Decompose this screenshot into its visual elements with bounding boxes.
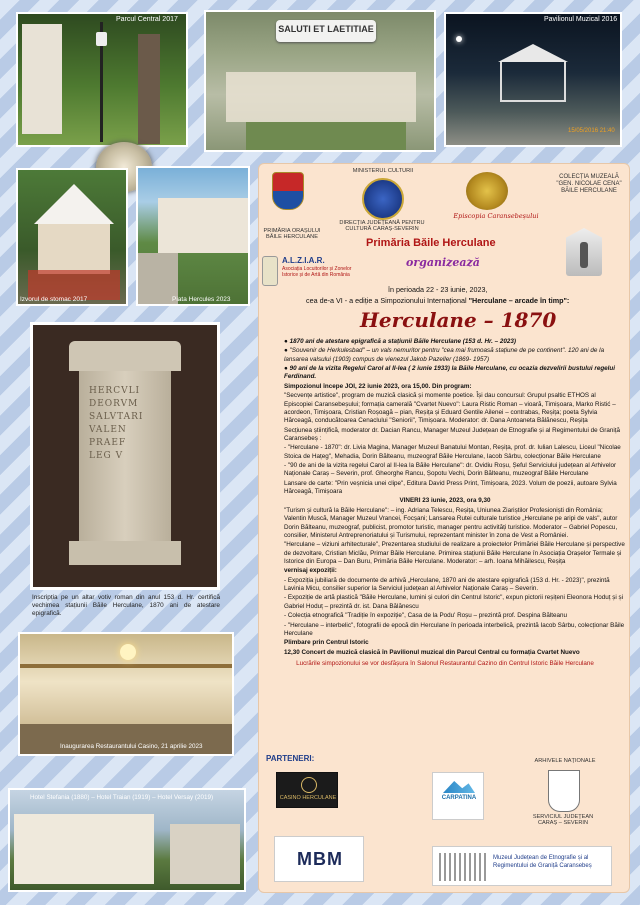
caption-hotels: Hotel Stefania (1880) – Hotel Traian (1919) – Hotel Versay (2019) (30, 794, 214, 801)
caption-piata: Piata Hercules 2023 (172, 296, 231, 303)
photo-hotels (8, 788, 246, 892)
izvor-body (38, 224, 110, 274)
saluti-text: SALUTI ET LAETITIAE (278, 24, 374, 34)
statue-figure (580, 242, 588, 268)
caption-pavilionul-stamp: 15/05/2016 21:40 (568, 128, 615, 134)
carpatina-logo (432, 772, 484, 820)
casino-cornice (20, 664, 234, 668)
caption-altar: Inscripția pe un altar votiv roman din anul 153 d. Hr. certifică vechimea stațiunii Băile Herculane, 1870 ani de atestare epigrafică. (32, 594, 220, 617)
photo-parcul-central (16, 12, 188, 147)
program-item: Plimbare prin Centrul Istoric (284, 639, 369, 647)
arhivele-logo (548, 770, 580, 812)
bullet-text: 1870 ani de atestare epigrafică a stațiunii Băile Herculane (153 d. Hr. – 2023) (289, 338, 517, 345)
bullet-text: 90 ani de la vizita Regelui Carol al II-lea ( 2 iunie 1933) la Băile Herculane, cu ocazia dezvelirii bustului regelui Ferdinand. (284, 365, 616, 381)
altar-top (69, 341, 181, 371)
bullet-item: ● "Souvenir de Herkulesbad" – un vals nemuritor pentru "cea mai frumoasă stațiune de pe continent". 120 ani de la lansarea valsului (1903) compus de vienezul Jakob Pazeller (1869- 1957) (284, 347, 605, 363)
carpatina-text: CARPATINA (441, 795, 477, 801)
primaria-orasului-label: PRIMĂRIA ORAȘULUI BĂILE HERCULANE (263, 228, 321, 241)
park-area (246, 122, 406, 150)
mbm-logo (274, 836, 364, 882)
muzeul-text: Muzeul Județean de Etnografie și al Regimentului de Graniță Caransebeș (493, 855, 592, 869)
bullet-text: "Souvenir de Herkulesbad" – un vals nemuritor pentru "cea mai frumoasă stațiune de pe continent". 120 ani de la lansarea valsului (1903) compus de vienezul Jakob Pazeller (1869- 1957) (284, 347, 605, 363)
casino-logo-text: CASINO HERCULANE (279, 795, 337, 801)
program-item: - Expoziția jubiliară de documente de arhivă „Herculane, 1870 ani de atestare epigrafică (153 d. Hr. - 2023)", prezintă Lavinia Micu, consilier superior la Serviciul județean al Arhivelor Naționale Caraș – Severin. (284, 576, 610, 593)
building-shape (22, 24, 62, 134)
caption-izvorul: Izvorul de stomac 2017 (20, 296, 88, 303)
alziar-logo (262, 256, 278, 286)
editia-line (306, 296, 569, 305)
partners-heading: PARTENERI: (266, 754, 315, 763)
muzeul-caransebes-logo (432, 846, 612, 886)
vineri-heading: VINERI 23 iunie, 2023, ora 9,30 (399, 497, 491, 505)
episcopia-label: Episcopia Caransebeșului (453, 212, 539, 220)
casino-emblem (301, 777, 317, 793)
program-item: - Expoziție de artă plastică "Băile Herculane, lumini și culori din Centrul Istoric", expun pictorii reșițeni Eleonora Hoduț și și Gabriel Hoduț – prezintă dr. ist. Dana Bălănescu (284, 594, 624, 610)
program-item: - "Herculane - 1870": dr. Livia Magina, Manager Muzeul Banatului Montan, Reșița, prof. dr. Iulian Lalescu, Liceul "Nicolae Stoica de Hațeg", Mehadia, Dorin Bălteanu, muzeograf Băile Herculane, Iacob Sârbu, colecționar Băile Herculane (284, 444, 621, 460)
program-item: Secțiunea științifică, moderator dr. Dacian Rancu, Manager Muzeul Județean de Etnografie și al Regimentului de Graniță Caransebeș : (284, 426, 621, 442)
alziar-sub: Asociația Locuitorilor și Zonelor Istorice și de Artă din România (282, 266, 352, 278)
editia-prefix: cea de-a VI - a ediție a Simpozionului Internațional (306, 296, 469, 305)
izvor-roof (34, 184, 114, 224)
joi-heading: Simpozionul începe JOI, 22 iunie 2023, ora 15,00. Din program: (284, 382, 472, 390)
chandelier (120, 644, 136, 660)
program-body (264, 338, 626, 669)
bullet-item: ● 90 ani de la vizita Regelui Carol al II-lea ( 2 iunie 1933) la Băile Herculane, cu ocazia dezvelirii bustului regelui Ferdinand. (284, 365, 616, 381)
photo-pavilionul (444, 12, 622, 147)
caption-pavilionul: Pavilionul Muzical 2016 (544, 16, 618, 23)
casino-herculane-logo (276, 772, 338, 808)
serviciul-label: SERVICIUL JUDEȚEAN CARAȘ – SEVERIN (532, 814, 594, 827)
ministerul-label: MINISTERUL CULTURII (352, 168, 414, 174)
program-item: Lansare de carte: "Prin veșnicia unei clipe", Editura David Press Print, Timișoara, 2023. Volum de poezii, autoare Sylvia Hărceagă, Timișoara (284, 479, 617, 496)
alziar-title: A.L.Z.I.A.R. (282, 256, 325, 265)
inscription-line: DEORVM (89, 399, 139, 410)
primaria-title: Primăria Băile Herculane (366, 237, 496, 249)
program-item: - Colecția etnografică "Tradiție în expoziție", Casa de la Podu' Roșu – prezintă prof. Despina Bălteanu (284, 612, 568, 620)
photo-altar (30, 322, 220, 590)
colectia-label: COLECȚIA MUZEALĂ "GEN. NICOLAE CENA" BĂILE HERCULANE (556, 174, 622, 194)
program-item: vernisaj expoziții: (284, 567, 337, 575)
inscription-line: SALVTARI (89, 412, 144, 423)
tree-trunk (138, 34, 160, 144)
photo-izvorul (16, 168, 128, 306)
caption-parcul-central: Parcul Central 2017 (116, 16, 178, 23)
bullet-item: ● 1870 ani de atestare epigrafică a stațiunii Băile Herculane (153 d. Hr. – 2023) (284, 338, 517, 345)
inscription-line: PRAEF (89, 438, 127, 449)
perioada-text: în perioada 22 - 23 iunie, 2023, (388, 285, 488, 294)
coat-of-arms-herculane-logo (272, 172, 304, 210)
hotel-stefania (14, 814, 154, 884)
editia-name: "Herculane – arcade în timp": (468, 296, 570, 305)
program-item: "Turism și cultură la Băile Herculane": – ing. Adriana Telescu, Reșița, Uniunea Ziariștilor Profesioniști din România; Valentin Muscă, Manager Muzeul Vrancei, Focșani; Lansarea Rutei culturale turistice „Herculane pe aripi de vals", autor Dorin Bălteanu, muzeograf, publicist, promotor turistic, manager pentru activități turistice. Moderator – Gabriel Popescu, consilier, Ministerul Antreprenoriatului și Turismului, reprezentant minister în zona de Vest a României. (284, 506, 618, 539)
lamp-head (96, 32, 107, 46)
casino-floor (20, 724, 234, 756)
inscription-line: LEG V (89, 451, 124, 462)
inscription-line: HERCVLI (89, 386, 141, 396)
museum-facade-icon (439, 853, 487, 881)
caption-casino: Inaugurarea Restaurantului Casino, 21 aprilie 2023 (60, 743, 203, 750)
hotel-versay (170, 824, 240, 884)
altar-inscription (89, 385, 165, 463)
mbm-text: MBM (297, 849, 343, 869)
mountain-icon (443, 781, 475, 793)
program-item: "Herculane – viziuni arhitecturale", Prezentarea studiului de realizare a proiectelor Primăriei Băile Herculane și perspective de dezvoltare, Cristian Miclău, Primar Băile Herculane. Primirea stațiunii Băile Herculane în Asociația Orașelor Termale și Istorice din Europa – Dan Buru, Primăria Băile Herculane. Moderator: – arh. Ioana Mihăilescu, Reșița (284, 541, 625, 565)
closing-note: Lucrările simpozionului se vor desfășura în Salonul Restaurantul Cazino din Centrul Istoric Băile Herculane (296, 659, 594, 667)
big-title: Herculane – 1870 (360, 308, 557, 332)
pavilion-roof (498, 44, 568, 62)
photo-saluti (204, 10, 436, 152)
program-item: - "Herculane – interbelic", fotografii de epocă din Herculane în perioada interbelică, prezintă Iacob Sârbu, colecționar Băile Herculane (284, 621, 625, 637)
program-item: "Secvențe artistice", program de muzică clasică și momente poetice. Își dau concursul: Grupul psaltic ETHOS al Episcopiei Caransebeșului; formația camerală "Cvartet Nuevo": Laura Ristic Roman – vioară, Timișoara, Marko Ristić – acordeon, Timișoara, Cristian Roșoagă – pian, Reșița și Eduard Gentile Ailenei – contrabas, Reșița; poeta Sylvia Hărceagă, conducătoarea Cenaclului "Seniorii", Timișoara. Moderator: dr. Dana Antoaneta Bălănescu, Reșița (284, 392, 616, 425)
inscription-line: VALEN (89, 425, 127, 436)
light-glow (456, 36, 462, 42)
ministerul-culturii-logo (362, 178, 404, 220)
episcopia-logo (466, 172, 508, 210)
organizeaza-text: organizează (406, 256, 480, 269)
photo-piata (136, 166, 250, 306)
program-item: 12,30 Concert de muzică clasică în Pavilionul muzical din Parcul Central cu formația Cvartet Nuevo (284, 648, 580, 656)
altar-base (69, 541, 181, 565)
directia-label: DIRECȚIA JUDEȚEANĂ PENTRU CULTURĂ CARAȘ-SEVERIN (339, 220, 425, 233)
spa-buildings (226, 72, 416, 122)
program-item: - "90 de ani de la vizita regelui Carol al II-lea la Băile Herculane": dr. Ovidiu Roșu, Șeful Serviciului județean al Arhivelor Naționale Caraș – Severin, prof. Gheorghe Rancu, Șopotu Vechi, Dorin Bălteanu, muzeograf Băile Herculane (284, 462, 617, 478)
pavilion-body (500, 62, 566, 102)
arhivele-label: ARHIVELE NAȚIONALE (534, 758, 596, 764)
piata-building (158, 198, 248, 253)
photo-casino (18, 632, 234, 756)
